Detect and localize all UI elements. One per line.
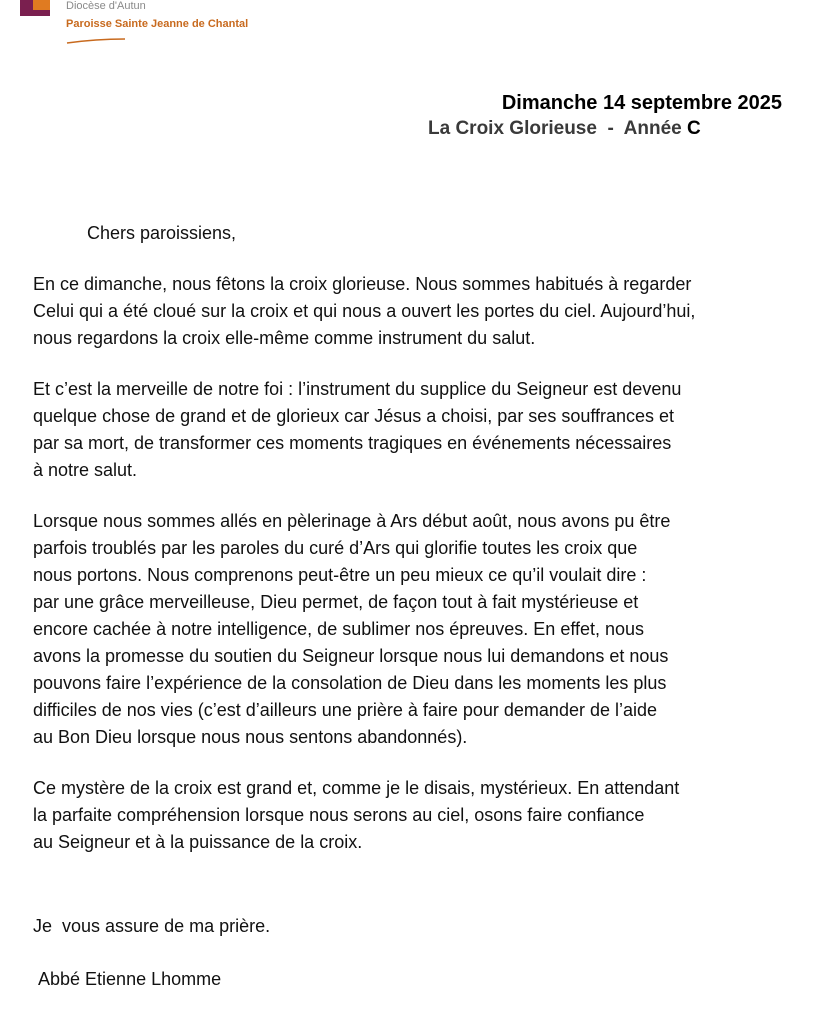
- closing-line: Je vous assure de ma prière.: [33, 916, 271, 936]
- salutation: Chers paroissiens,: [87, 223, 237, 243]
- liturgical-year-letter: C: [687, 118, 701, 139]
- diocese-name: Diocèse d'Autun: [66, 0, 146, 12]
- signature: Abbé Etienne Lhomme: [38, 969, 222, 989]
- diocese-logo-mark: [20, 0, 50, 16]
- paragraph-4: Ce mystère de la croix est grand et, comme je le disais, mystérieux. En attendant la parfaite compréhension lorsque nous serons au ciel, osons faire confiance au Seigneur et à la puissance de la croix.: [33, 778, 680, 852]
- paragraph-2: Et c’est la merveille de notre foi : l’instrument du supplice du Seigneur est devenu quelque chose de grand et de glorieux car Jésus a choisi, par ses souffrances et par sa mort, de transformer ces moments tragiques en événements nécessaires à notre salut.: [33, 379, 682, 480]
- feast-title: [428, 118, 701, 140]
- letter-body: [33, 220, 803, 880]
- letter-date: Dimanche 14 septembre 2025: [501, 92, 782, 114]
- parish-name: Paroisse Sainte Jeanne de Chantal: [66, 18, 249, 30]
- logo-swoosh: [66, 38, 126, 44]
- paragraph-3: Lorsque nous sommes allés en pèlerinage à Ars début août, nous avons pu être parfois troublés par les paroles du curé d’Ars qui glorifie toutes les croix que nous portons. Nous comprenons peut-être un peu mieux ce qu’il voulait dire : par une grâce merveilleuse, Dieu permet, de façon tout à fait mystérieuse et encore cachée à notre intelligence, de sublimer nos épreuves. En effet, nous avons la promesse du soutien du Seigneur lorsque nous lui demandons et nous pouvons faire l’expérience de la consolation de Dieu dans les moments les plus difficiles de nos vies (c’est d’ailleurs une prière à faire pour demander de l’aide au Bon Dieu lorsque nous nous sentons abandonnés).: [33, 511, 671, 747]
- paragraph-1: En ce dimanche, nous fêtons la croix glorieuse. Nous sommes habitués à regarder Celui qui a été cloué sur la croix et qui nous a ouvert les portes du ciel. Aujourd’hui, nous regardons la croix elle-même comme instrument du salut.: [33, 274, 696, 348]
- feast-name: La Croix Glorieuse - Année: [428, 118, 688, 139]
